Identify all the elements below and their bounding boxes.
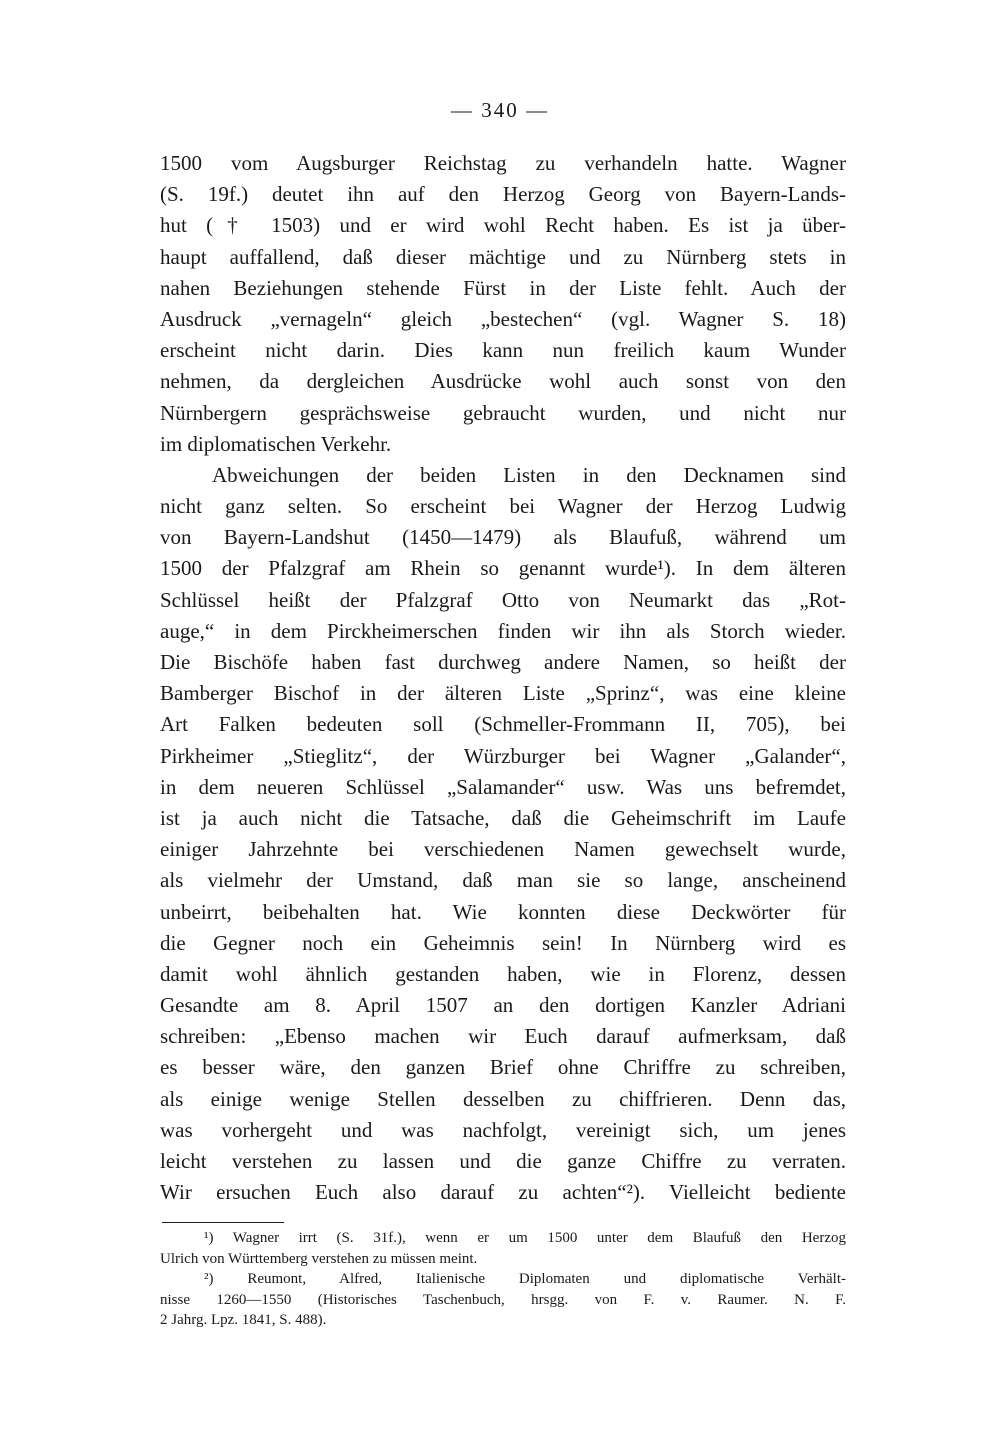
- text-line: es besser wäre, den ganzen Brief ohne Chriffre zu schreiben,: [160, 1055, 846, 1080]
- footnotes: [160, 1228, 846, 1331]
- text-line: (S. 19f.) deutet ihn auf den Herzog Georg von Bayern-Lands-: [160, 182, 846, 207]
- body-text: [160, 148, 846, 1208]
- text-line: Schlüssel heißt der Pfalzgraf Otto von Neumarkt das „Rot-: [160, 587, 846, 612]
- text-line: leicht verstehen zu lassen und die ganze Chiffre zu verraten.: [160, 1149, 846, 1173]
- text-line: nehmen, da dergleichen Ausdrücke wohl auch sonst von den: [160, 369, 846, 394]
- text-line: 1500 der Pfalzgraf am Rhein so genannt wurde¹). In dem älteren: [160, 556, 846, 581]
- text-line: Gesandte am 8. April 1507 an den dortigen Kanzler Adriani: [160, 993, 846, 1018]
- text-line: 1500 vom Augsburger Reichstag zu verhandeln hatte. Wagner: [160, 151, 846, 175]
- text-line: Wir ersuchen Euch also darauf zu achten“²). Vielleicht bediente: [160, 1180, 846, 1205]
- text-line: unbeirrt, beibehalten hat. Wie konnten diese Deckwörter für: [160, 899, 846, 924]
- page-number: — 340 —: [451, 98, 549, 122]
- text-line: ist ja auch nicht die Tatsache, daß die Geheimschrift im Laufe: [160, 805, 846, 830]
- text-line: was vorhergeht und was nachfolgt, vereinigt sich, um jenes: [160, 1117, 846, 1142]
- text-line: Bamberger Bischof in der älteren Liste „Sprinz“, was eine kleine: [160, 681, 846, 706]
- text-line: hut († 1503) und er wird wohl Recht haben. Es ist ja über-: [160, 213, 846, 238]
- text-line: nahen Beziehungen stehende Fürst in der Liste fehlt. Auch der: [160, 275, 846, 300]
- text-line: nicht ganz selten. So erscheint bei Wagner der Herzog Ludwig: [160, 494, 846, 519]
- text-line: in dem neueren Schlüssel „Salamander“ usw. Was uns befremdet,: [160, 774, 846, 799]
- text-line: im diplomatischen Verkehr.: [160, 431, 392, 456]
- text-line: Nürnbergern gesprächsweise gebraucht wurden, und nicht nur: [160, 400, 846, 425]
- text-line: Ausdruck „vernageln“ gleich „bestechen“ (vgl. Wagner S. 18): [160, 306, 846, 331]
- text-line: haupt auffallend, daß dieser mächtige und zu Nürnberg stets in: [160, 244, 846, 269]
- text-line: auge,“ in dem Pirckheimerschen finden wir ihn als Storch wieder.: [160, 618, 846, 643]
- text-line: Die Bischöfe haben fast durchweg andere Namen, so heißt der: [160, 650, 846, 674]
- text-line: als vielmehr der Umstand, daß man sie so lange, anscheinend: [160, 868, 846, 893]
- text-line: als einige wenige Stellen desselben zu chiffrieren. Denn das,: [160, 1086, 846, 1111]
- footnote-line: nisse 1260—1550 (Historisches Taschenbuch, hrsgg. von F. v. Raumer. N. F.: [160, 1291, 846, 1308]
- footnote-line: 2 Jahrg. Lpz. 1841, S. 488).: [160, 1312, 327, 1328]
- text-line: Abweichungen der beiden Listen in den Decknamen sind: [212, 462, 846, 487]
- text-line: die Gegner noch ein Geheimnis sein! In Nürnberg wird es: [160, 930, 846, 955]
- text-line: einiger Jahrzehnte bei verschiedenen Namen gewechselt wurde,: [160, 837, 846, 862]
- footnote-divider: [162, 1222, 284, 1223]
- text-line: Pirkheimer „Stieglitz“, der Würzburger bei Wagner „Galander“,: [160, 743, 846, 768]
- footnote-line: ¹) Wagner irrt (S. 31f.), wenn er um 1500 unter dem Blaufuß den Herzog: [204, 1230, 846, 1246]
- text-line: erscheint nicht darin. Dies kann nun freilich kaum Wunder: [160, 338, 846, 363]
- footnote-line: ²) Reumont, Alfred, Italienische Diplomaten und diplomatische Verhält-: [204, 1271, 846, 1287]
- text-line: von Bayern-Landshut (1450—1479) als Blaufuß, während um: [160, 525, 846, 550]
- footnote-line: Ulrich von Württemberg verstehen zu müssen meint.: [160, 1250, 478, 1267]
- text-line: damit wohl ähnlich gestanden haben, wie in Florenz, dessen: [160, 961, 846, 986]
- text-line: Art Falken bedeuten soll (Schmeller-Frommann II, 705), bei: [160, 712, 846, 737]
- text-line: schreiben: „Ebenso machen wir Euch darauf aufmerksam, daß: [160, 1024, 846, 1049]
